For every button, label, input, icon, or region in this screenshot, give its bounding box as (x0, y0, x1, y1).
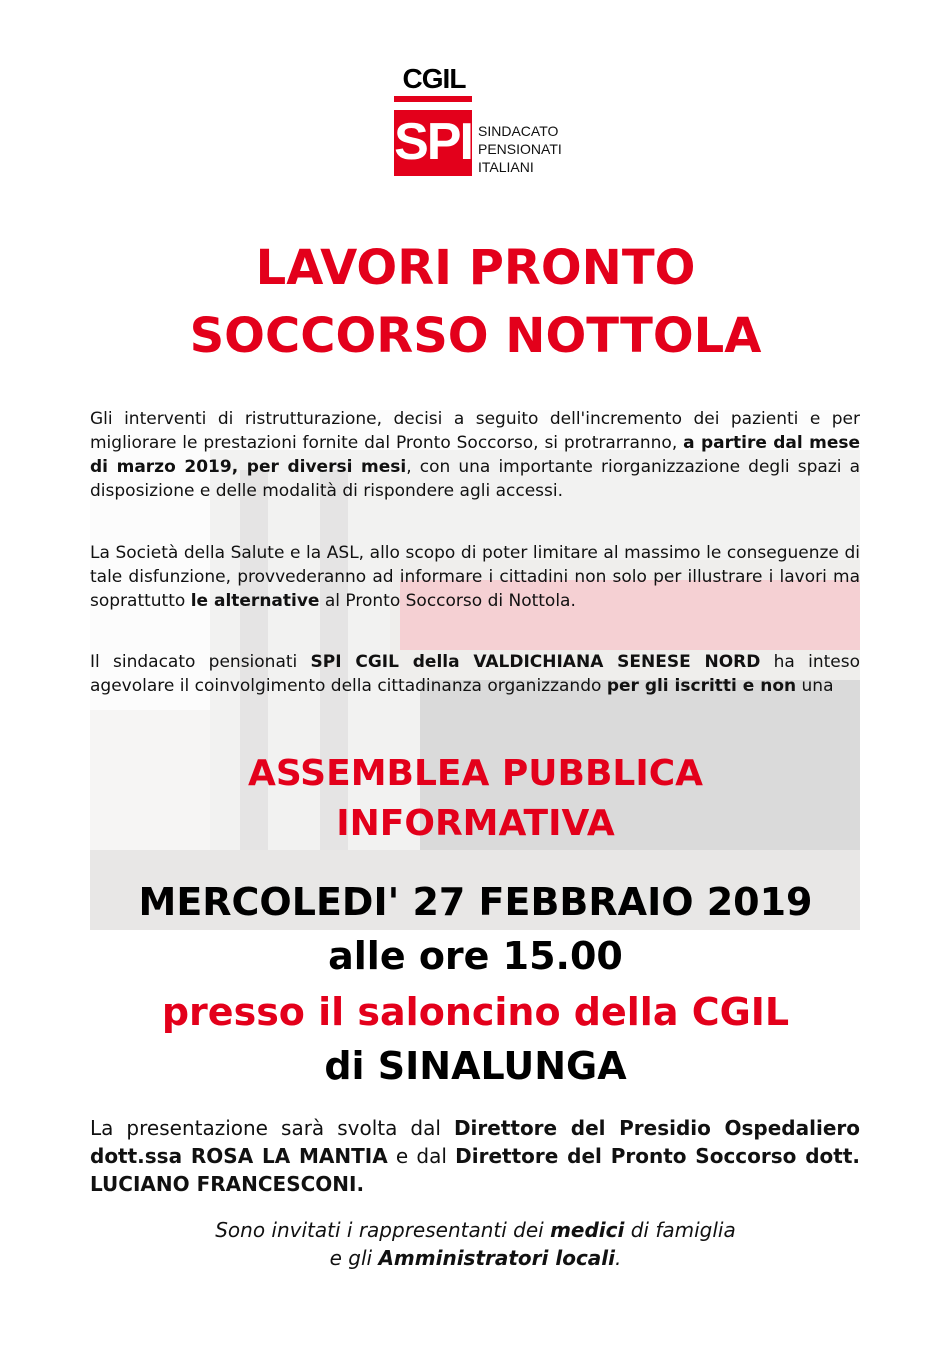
page-title-line: LAVORI PRONTO (255, 240, 696, 296)
invitation-line (0, 1244, 951, 1272)
text: di famiglia (624, 1218, 736, 1242)
event-place: presso il saloncino della CGIL (161, 990, 790, 1034)
text: . (615, 1246, 622, 1270)
bold-text: le alternative (190, 591, 320, 611)
logo-subtitle-line: ITALIANI (478, 159, 534, 175)
logo-cgil-text: CGIL (402, 63, 466, 94)
logo-subtitle (478, 122, 562, 176)
bold-text: Direttore del Presidio Ospedaliero dott.ssa ROSA LA MANTIA (90, 1116, 860, 1168)
text: al Pronto Soccorso di Nottola. (319, 591, 576, 611)
assembly-heading-line: INFORMATIVA (336, 803, 615, 844)
event-city: di SINALUNGA (324, 1044, 627, 1088)
text: La presentazione sarà svolta dal (90, 1116, 454, 1140)
invitation-line (0, 1216, 951, 1244)
spi-cgil-logo (394, 64, 574, 176)
text: , con una importante riorganizzazione degli spazi a disposizione e delle modalità di rispondere agli accessi. (90, 457, 860, 501)
text: La Società della Salute e la ASL, allo scopo di poter limitare al massimo le conseguenze di tale disfunzione, provvederanno ad informare i cittadini non solo per illustrare i lavori ma soprattutto (90, 543, 860, 611)
event-date: MERCOLEDI' 27 FEBBRAIO 2019 (138, 880, 813, 924)
text: e dal (387, 1144, 456, 1168)
presentation-paragraph (90, 1114, 860, 1198)
bold-text: per gli iscritti e non (606, 676, 797, 696)
page-title-line: SOCCORSO NOTTOLA (189, 308, 762, 364)
logo-spi-text: SPI (394, 113, 472, 171)
paragraph-intro (90, 407, 860, 503)
bold-text: Direttore del Pronto Soccorso dott. LUCIANO FRANCESCONI. (90, 1144, 860, 1196)
bold-text: Amministratori locali (378, 1246, 616, 1270)
invitation-note (0, 1216, 951, 1272)
text: Gli interventi di ristrutturazione, decisi a seguito dell'incremento dei pazienti e per migliorare le prestazioni fornite dal Pronto Soccorso, si protrarranno, (90, 409, 860, 453)
paragraph-sindacato (90, 650, 860, 698)
logo-white-bar (394, 102, 472, 110)
assembly-heading-line: ASSEMBLEA PUBBLICA (248, 753, 703, 794)
bold-text: a partire dal mese di marzo 2019, per diversi mesi (90, 433, 861, 477)
event-time: alle ore 15.00 (328, 934, 623, 978)
logo-subtitle-line: PENSIONATI (478, 141, 562, 157)
bold-text: medici (550, 1218, 625, 1242)
paragraph-asl (90, 541, 860, 613)
text: una (796, 676, 834, 696)
text: ha inteso agevolare il coinvolgimento della cittadinanza organizzando (90, 652, 860, 696)
bold-text: SPI CGIL della VALDICHIANA SENESE NORD (310, 652, 761, 672)
text: Sono invitati i rappresentanti dei (215, 1218, 551, 1242)
text: e gli (329, 1246, 379, 1270)
logo-subtitle-line: SINDACATO (478, 123, 559, 139)
logo-red-box (394, 96, 472, 176)
text: Il sindacato pensionati (90, 652, 311, 672)
